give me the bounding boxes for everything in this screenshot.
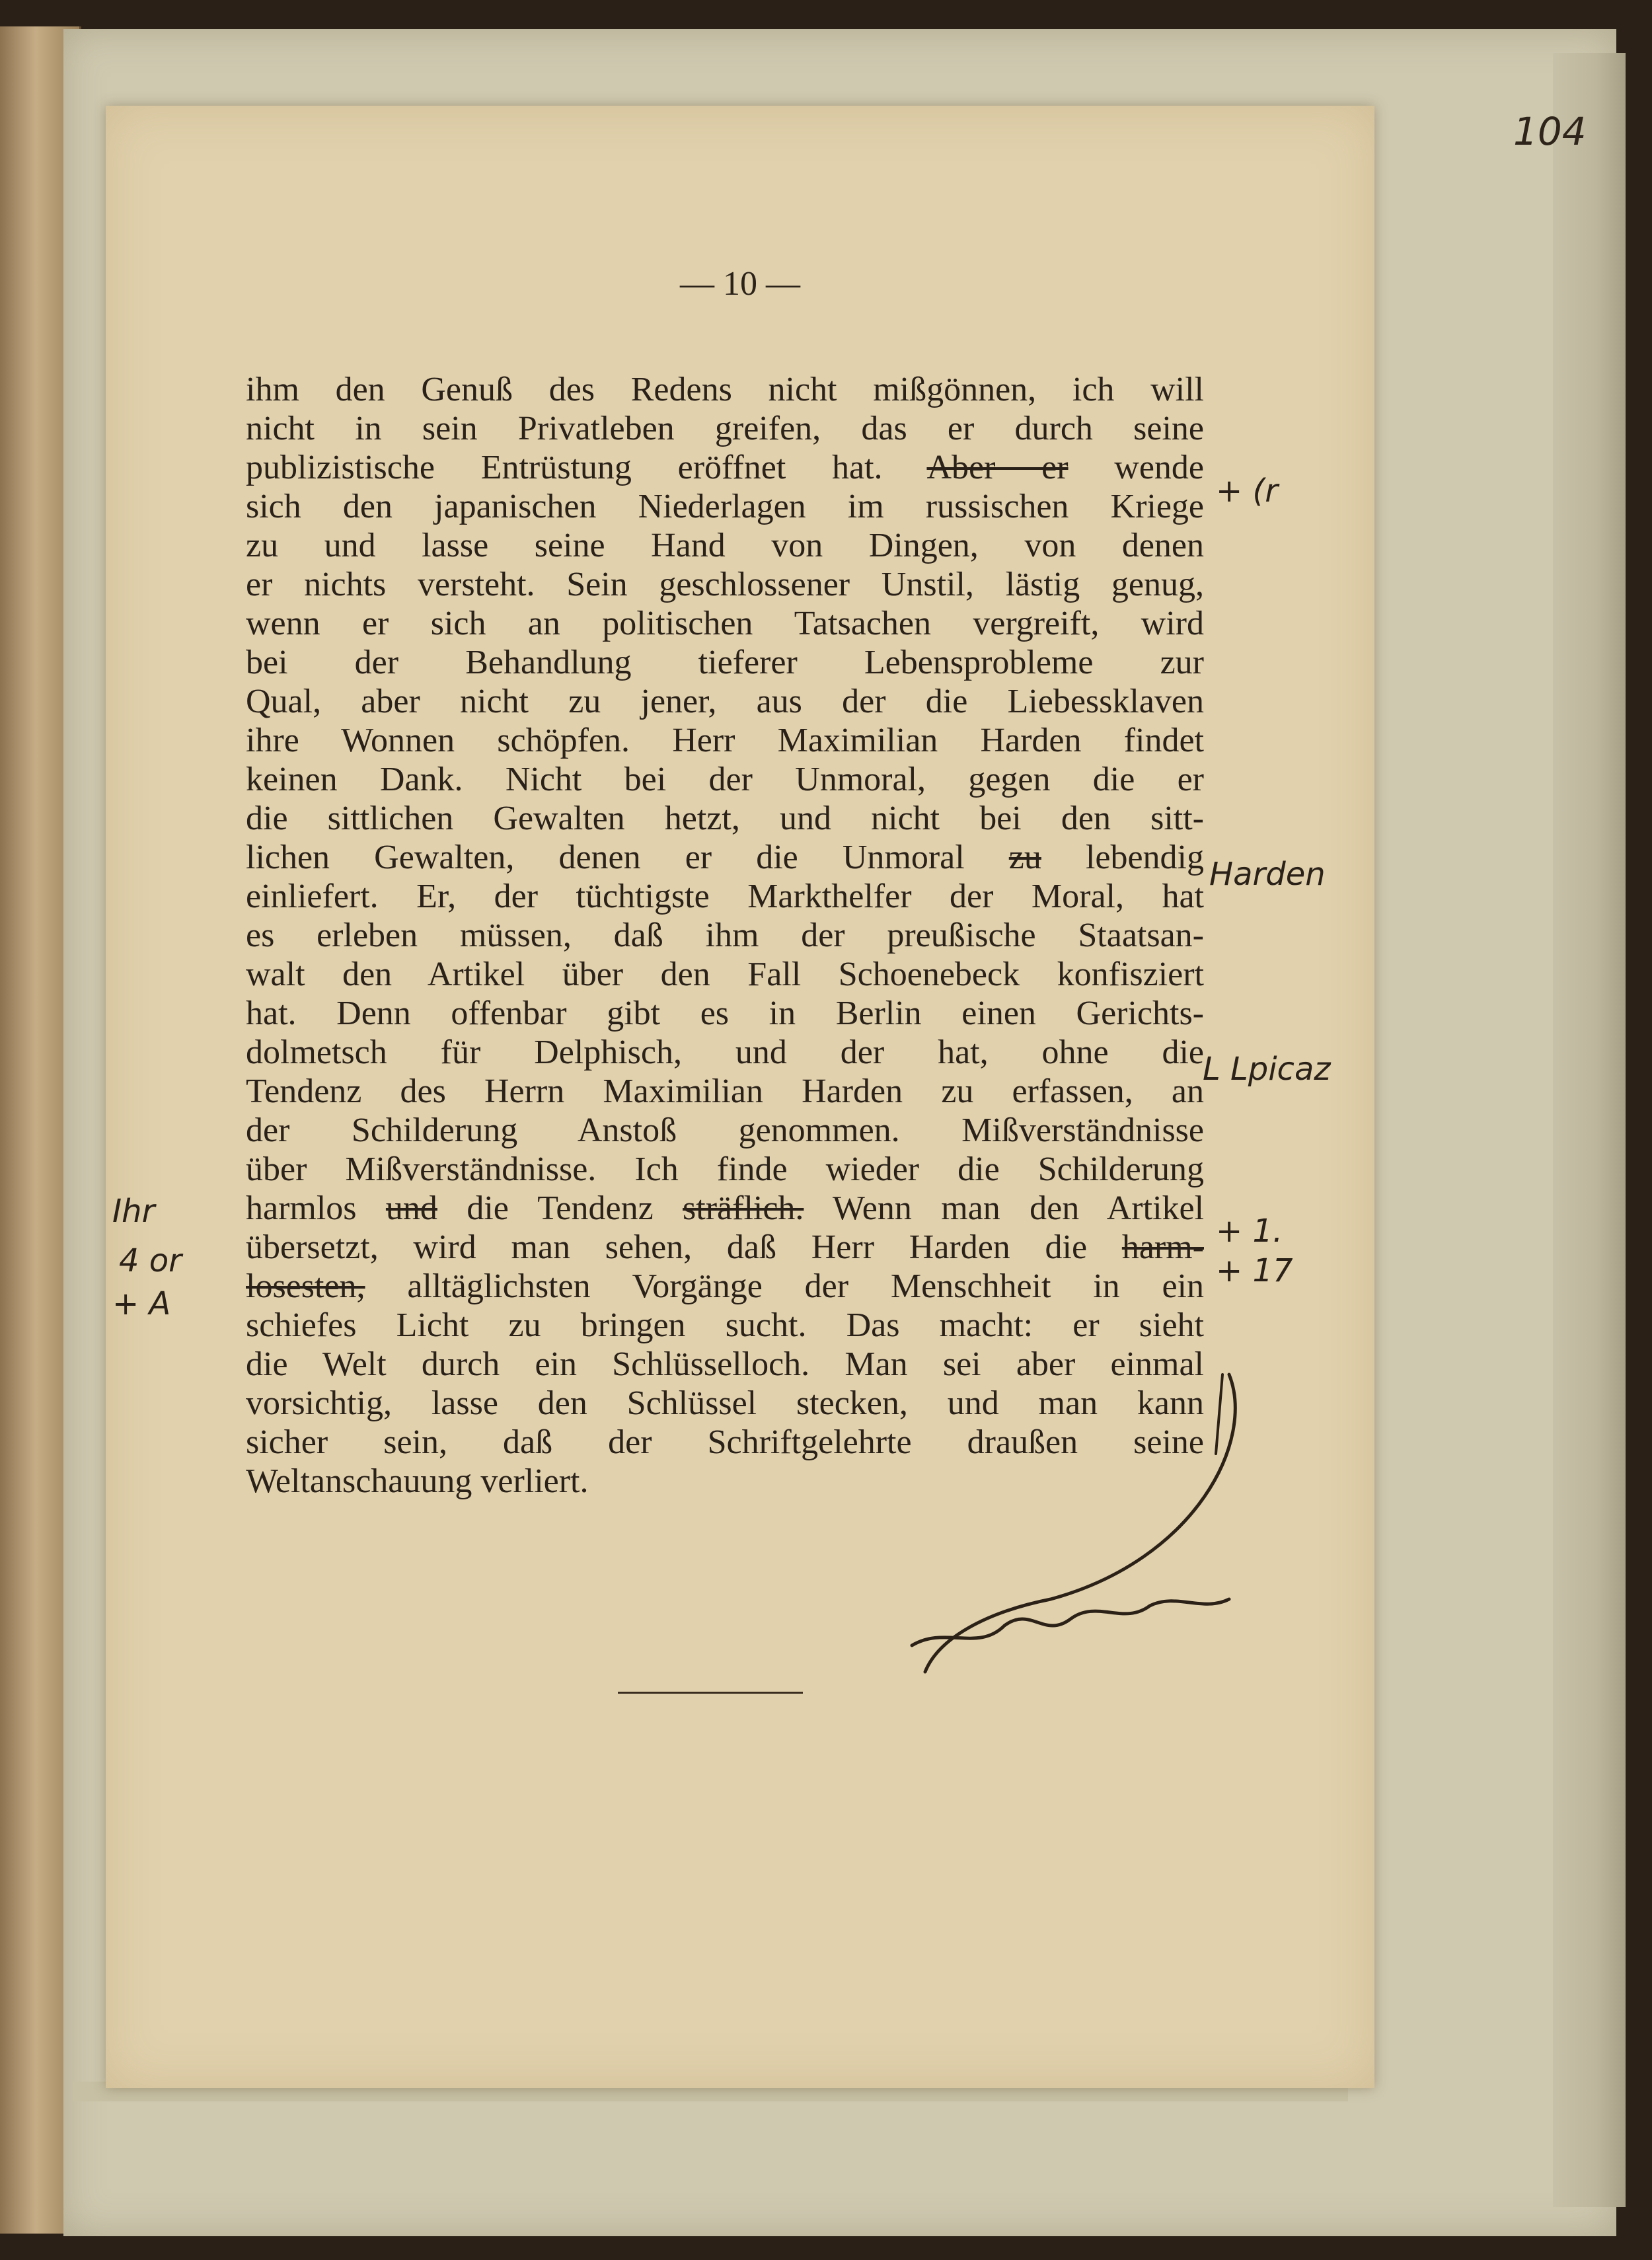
struck-text: losesten, [246, 1267, 365, 1305]
text-line: sicher sein, daß der Schriftgelehrte draußen seine [246, 1423, 1204, 1461]
archive-number: 104 [1513, 109, 1587, 154]
page-number: — 10 — [680, 265, 800, 303]
text-line: über Mißverständnisse. Ich finde wieder die Schilderung [246, 1150, 1204, 1188]
text-line: Tendenz des Herrn Maximilian Harden zu erfassen, an [246, 1073, 1204, 1110]
margin-note: L Lpicaz [1203, 1051, 1331, 1088]
margin-note: Harden [1209, 856, 1326, 893]
text-line: walt den Artikel über den Fall Schoenebeck konfisziert [246, 956, 1204, 993]
text-line: die Welt durch ein Schlüsselloch. Man sei aber einmal [246, 1345, 1204, 1383]
margin-note: + 17 [1216, 1252, 1293, 1289]
text-line: zu und lasse seine Hand von Dingen, von denen [246, 527, 1204, 564]
margin-note: + A [112, 1285, 171, 1322]
margin-note: + (r [1216, 472, 1278, 509]
margin-note: Ihr [112, 1193, 155, 1230]
text-line: ihm den Genuß des Redens nicht mißgönnen, ich will [246, 371, 1204, 408]
margin-note: 4 or [119, 1242, 182, 1279]
body-text [246, 370, 1204, 1501]
text-line: ihre Wonnen schöpfen. Herr Maximilian Harden findet [246, 722, 1204, 759]
text-line: publizistische Entrüstung eröffnet hat. Aber er wende [246, 449, 1204, 486]
closing-rule [618, 1692, 803, 1694]
text-line: dolmetsch für Delphisch, und der hat, ohne die [246, 1034, 1204, 1071]
text-line: Qual, aber nicht zu jener, aus der die Liebessklaven [246, 683, 1204, 720]
struck-text: zu [1008, 839, 1041, 876]
text-line: der Schilderung Anstoß genommen. Mißverständnisse [246, 1111, 1204, 1149]
text-line: vorsichtig, lasse den Schlüssel stecken, und man kann [246, 1384, 1204, 1422]
text-line: es erleben müssen, daß ihm der preußische Staatsan- [246, 917, 1204, 954]
backing-sheet-edge [1553, 53, 1626, 2207]
text-line: losesten, alltäglichsten Vorgänge der Menschheit in ein [246, 1267, 1204, 1305]
struck-text: harm- [1121, 1228, 1204, 1266]
text-line: hat. Denn offenbar gibt es in Berlin einen Gerichts- [246, 995, 1204, 1032]
text-line: er nichts versteht. Sein geschlossener Unstil, lästig genug, [246, 566, 1204, 603]
text-line: die sittlichen Gewalten hetzt, und nicht bei den sitt- [246, 800, 1204, 837]
text-line: lichen Gewalten, denen er die Unmoral zu lebendig [246, 839, 1204, 876]
text-line: einliefert. Er, der tüchtigste Markthelfer der Moral, hat [246, 878, 1204, 915]
text-line: nicht in sein Privatleben greifen, das er durch seine [246, 410, 1204, 447]
text-line: bei der Behandlung tieferer Lebensprobleme zur [246, 644, 1204, 681]
text-line: übersetzt, wird man sehen, daß Herr Harden die harm- [246, 1228, 1204, 1266]
margin-note: + 1. [1216, 1213, 1283, 1250]
text-line: keinen Dank. Nicht bei der Unmoral, gegen die er [246, 761, 1204, 798]
text-line: wenn er sich an politischen Tatsachen vergreift, wird [246, 605, 1204, 642]
struck-text: und [385, 1189, 437, 1227]
handwritten-signature-mark [885, 1361, 1256, 1678]
text-line: sich den japanischen Niederlagen im russischen Kriege [246, 488, 1204, 525]
text-line: harmlos und die Tendenz sträflich. Wenn man den Artikel [246, 1189, 1204, 1227]
text-line: schiefes Licht zu bringen sucht. Das macht: er sieht [246, 1306, 1204, 1344]
struck-text: Aber er [926, 449, 1069, 486]
struck-text: sträflich. [683, 1189, 804, 1227]
text-line: Weltanschauung verliert. [246, 1462, 589, 1500]
